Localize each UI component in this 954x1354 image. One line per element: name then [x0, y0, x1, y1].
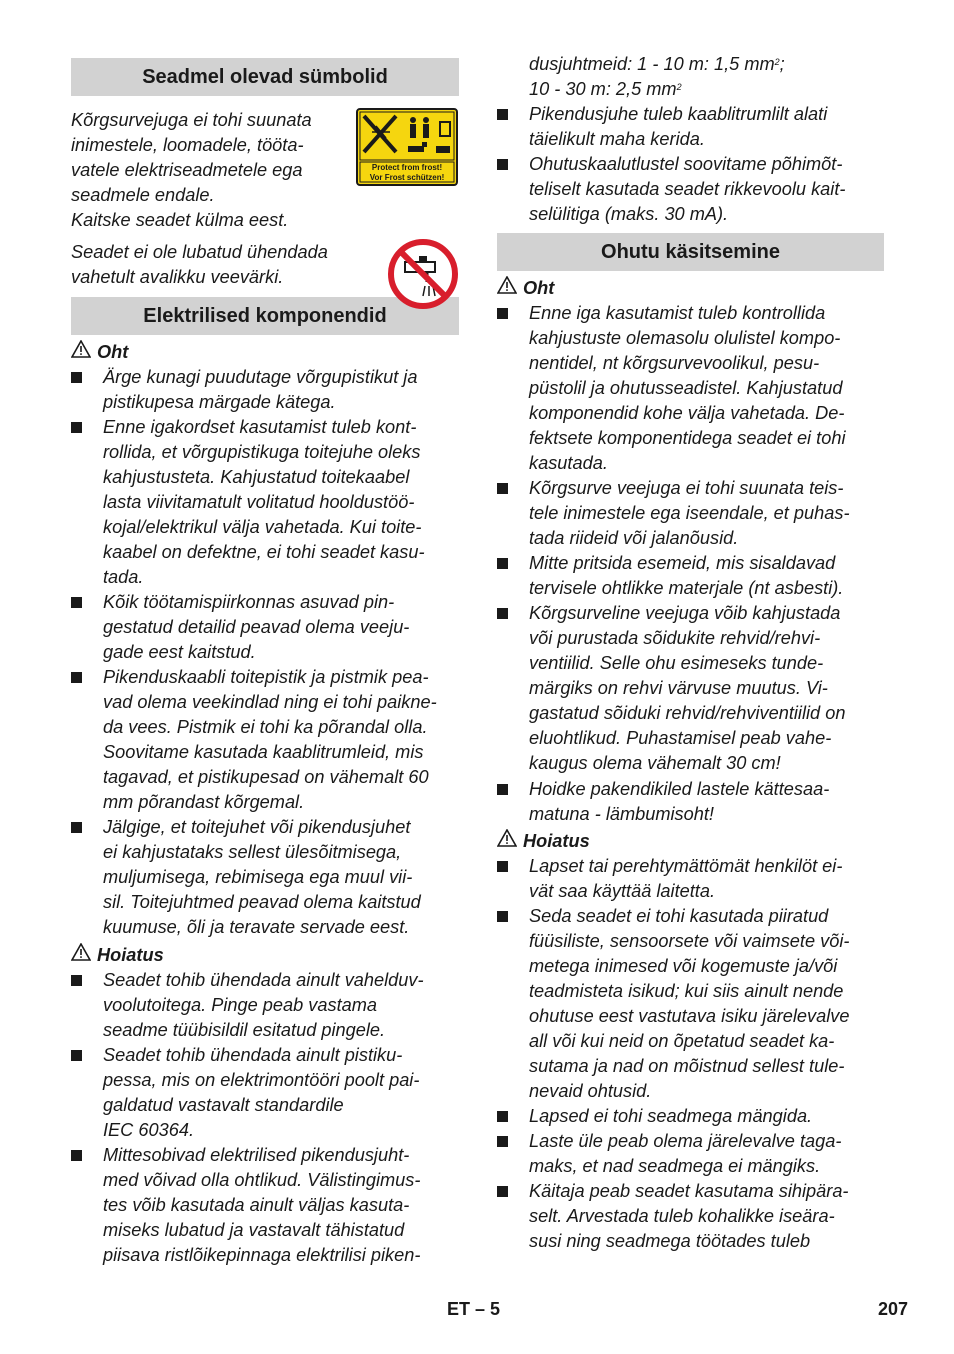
- symbol-text-2: Seadet ei ole lubatud ühendada vahetult avalikku veevärki.: [71, 242, 328, 287]
- list-item: Hoidke pakendikiled lastele kättesaa- matuna - lämbumisoht!: [497, 777, 884, 827]
- warning-triangle-icon: [71, 340, 97, 365]
- list-item: Seadet tohib ühendada ainult pistiku- pessa, mis on elektrimontööri poolt pai- galdatud vastavalt standardile IEC 60364.: [71, 1043, 459, 1143]
- list-item: Käitaja peab seadet kasutama sihipära- selt. Arvestada tuleb kohalikke iseära- susi ning seadmega töötades tuleb: [497, 1179, 884, 1254]
- symbol-text-1: Kõrgsurvejuga ei tohi suunata inimestele, loomadele, tööta- vatele elektriseadmetele ega seadmele endale. Kaitske seadet külma eest.: [71, 110, 312, 230]
- list-item: Jälgige, et toitejuhet või pikendusjuhet ei kahjustataks sellest ülesõitmisega, muljumisega, rebimisega ega muul vii- sil. Toitejuhtmed peavad olema kaitstud kuumuse, õli ja teravate servade eest.: [71, 815, 459, 940]
- heading-safe-handling: Ohutu käsitsemine: [497, 233, 884, 271]
- heading-electrical: Elektrilised komponendid: [71, 297, 459, 335]
- list-item: Pikendusjuhe tuleb kaablitrumlilt alati täielikult maha kerida.: [497, 102, 884, 152]
- no-spray-frost-icon: [356, 108, 458, 186]
- list-item: Seda seadet ei tohi kasutada piiratud füüsiliste, sensoorsete või vaimsete või- metega inimesed või kogemuste ja/või teadmisteta isikud; kui siis ainult nende ohutuse eest vastutava isiku järelevalve all või kui neid on õpetatud seadet ka- sutama ja nad on mõistnud sellest tule- nevaid ohtusid.: [497, 904, 884, 1104]
- sign-text-de: Vor Frost schützen!: [369, 173, 445, 182]
- warning-caution-right: Hoiatus: [497, 829, 590, 854]
- list-item: Lapsed ei tohi seadmega mängida.: [497, 1104, 884, 1129]
- footer-language-page: ET – 5: [447, 1299, 501, 1319]
- warning-triangle-icon: [497, 829, 523, 854]
- no-tap-connection-icon: [387, 238, 459, 310]
- warning-danger-right: Oht: [497, 276, 554, 301]
- list-item: Kõrgsurveline veejuga võib kahjustada või purustada sõidukite rehvid/rehvi- ventiilid. Selle ohu esimeseks tunde- märgiks on rehvi värvuse muutus. Vi- gastatud sõiduki rehvid/rehviventiilid on eluohtlikud. Puhastamisel peab vahe- kaugus olema vähemalt 30 cm!: [497, 601, 884, 776]
- list-item: Kõik töötamispiirkonnas asuvad pin- gestatud detailid peavad olema veeju- gade eest kaitstud.: [71, 590, 459, 665]
- list-item: Ohutuskaalutlustel soovitame põhimõt- teliselt kasutada seadet rikkevoolu kait- selülitiga (maks. 30 mA).: [497, 152, 884, 227]
- continued-text: dusjuhtmeid: 1 - 10 m: 1,5 $mm^2$; 10 - 30 m: 2,5 $mm^2$: [529, 54, 785, 99]
- list-item: Enne igakordset kasutamist tuleb kont- rollida, et võrgupistikuga toitejuhe oleks kahjustusteta. Kahjustatud toitekaabel lasta viivitamatult volitatud hooldustöö- kojal/elektrikul välja vahetada. Kui toite- kaabel on defektne, ei tohi seadet kasu- tada.: [71, 415, 459, 590]
- list-item: Pikenduskaabli toitepistik ja pistmik pea- vad olema veekindlad ning ei tohi paikne- da vees. Pistmik ei tohi ka põrandal olla. Soovitame kasutada kaablitrumleid, mis tagavad, et pistikupesad on vähemalt 60 mm põrandast kõrgemal.: [71, 665, 459, 815]
- warning-danger-left: Oht: [71, 340, 128, 365]
- warning-triangle-icon: [497, 276, 523, 301]
- warning-triangle-icon: [71, 943, 97, 968]
- list-item: Ärge kunagi puudutage võrgupistikut ja pistikupesa märgade kätega.: [71, 365, 459, 415]
- list-item: Mitte pritsida esemeid, mis sisaldavad tervisele ohtlikke materjale (nt asbesti).: [497, 551, 884, 601]
- list-item: Kõrgsurve veejuga ei tohi suunata teis- tele inimestele ega iseendale, et puhas- tada riideid või jalanõusid.: [497, 476, 884, 551]
- sign-text-en: Protect from frost!: [371, 163, 443, 172]
- list-item: Mittesobivad elektrilised pikendusjuht- med võivad olla ohtlikud. Välistingimus- tes võib kasutada ainult väljas kasuta- miseks lubatud ja vastavalt tähistatud piisava ristlõikepinnaga elektrilisi piken-: [71, 1143, 459, 1268]
- list-item: Enne iga kasutamist tuleb kontrollida kahjustuste olemasolu olulistel kompo- nentidel, nt kõrgsurvevoolikul, pesu- püstolil ja ohutusseadistel. Kahjustatud komponendid kohe välja vahetada. De- fektsete komponentidega seadet ei tohi kasutada.: [497, 301, 884, 476]
- warning-caution-left: Hoiatus: [71, 943, 164, 968]
- list-item: Laste üle peab olema järelevalve taga- maks, et nad seadmega ei mängiks.: [497, 1129, 884, 1179]
- list-item: Lapset tai perehtymättömät henkilöt ei- vät saa käyttää laitetta.: [497, 854, 884, 904]
- footer-page-number: 207: [878, 1299, 909, 1319]
- heading-symbols: Seadmel olevad sümbolid: [71, 58, 459, 96]
- list-item: Seadet tohib ühendada ainult vahelduv- voolutoitega. Pinge peab vastama seadme tüübisildil esitatud pingele.: [71, 968, 459, 1043]
